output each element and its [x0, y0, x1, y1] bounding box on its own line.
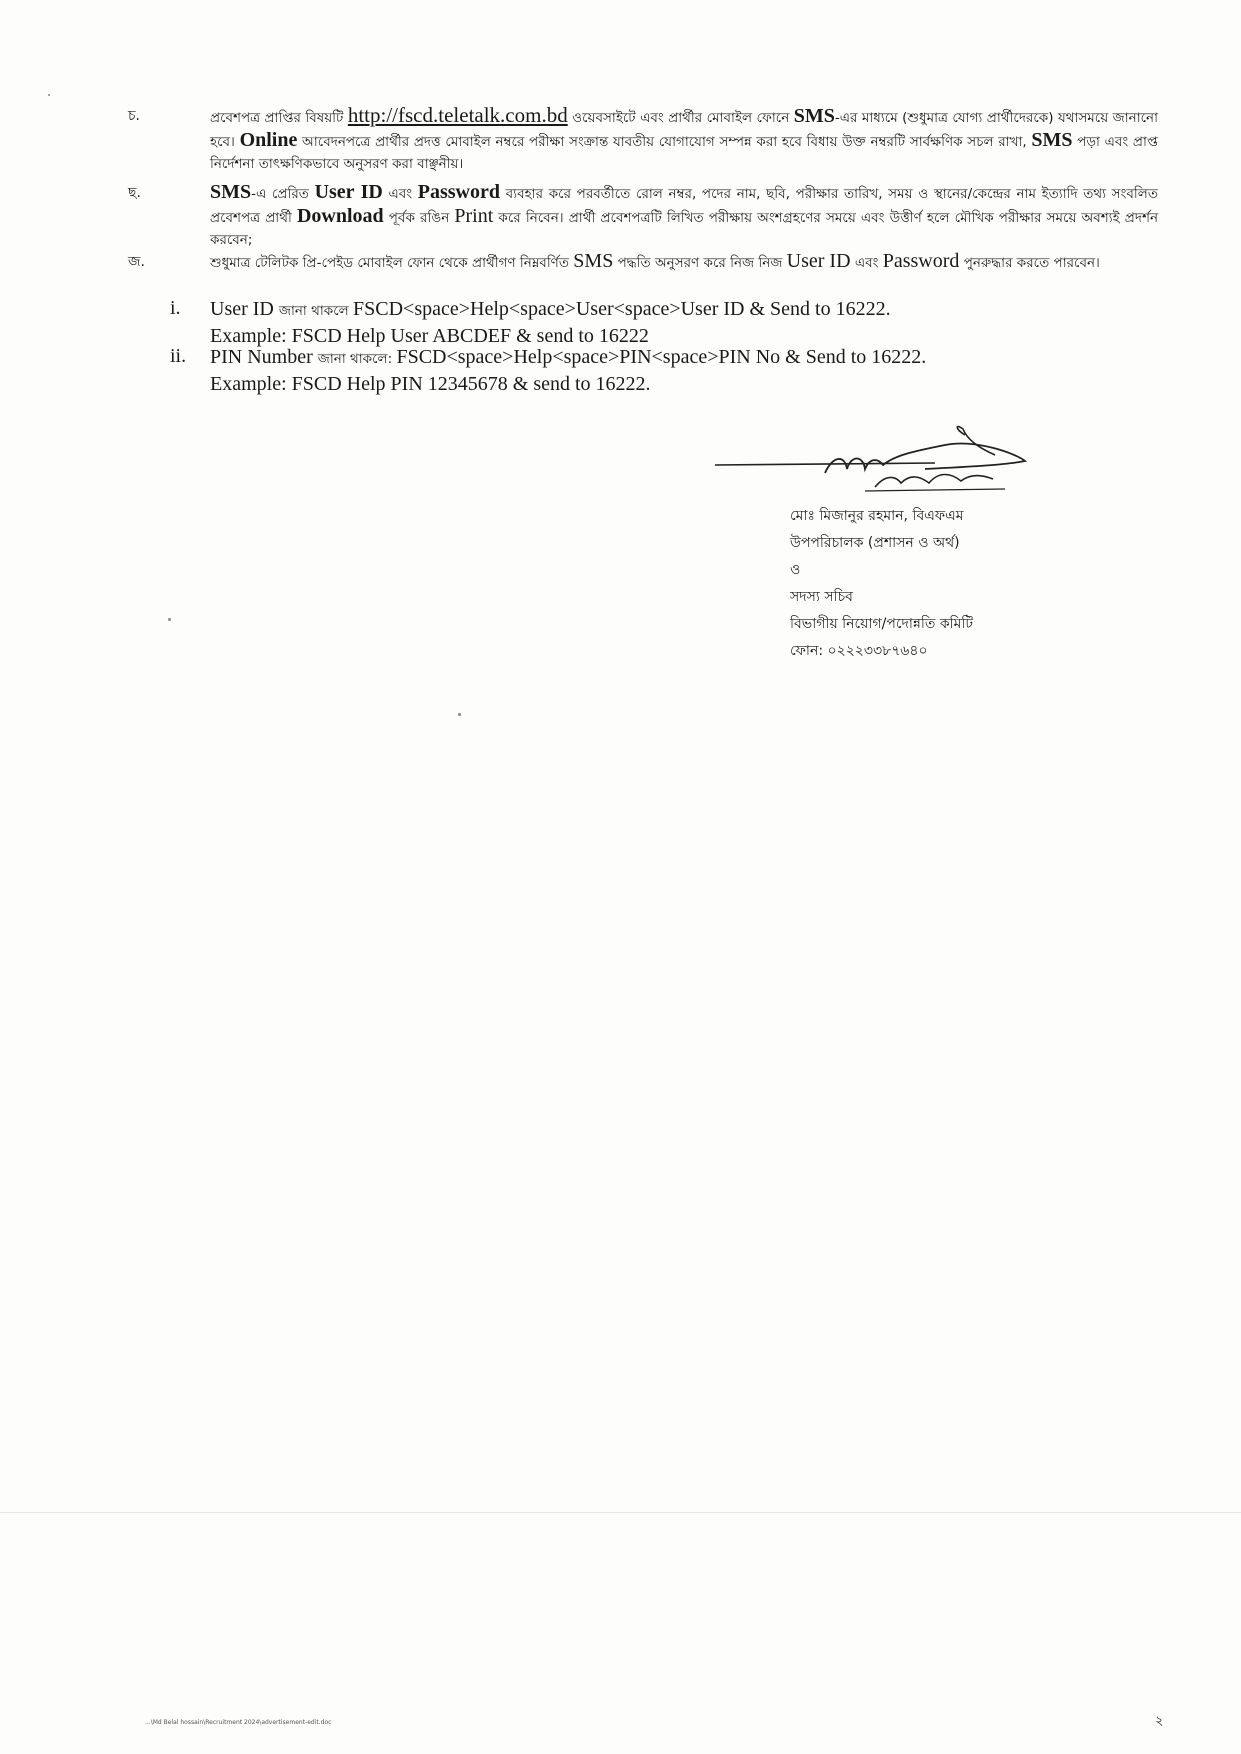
scan-speck: [48, 94, 50, 96]
instruction-item-chha: [128, 181, 1158, 251]
sub-item-number: ii.: [170, 345, 187, 367]
signatory-name: মোঃ মিজানুর রহমান, বিএফএম: [790, 508, 964, 524]
signatory-committee: বিভাগীয় নিয়োগ/পদোন্নতি কমিটি: [790, 616, 974, 632]
sub-item-example: Example: FSCD Help PIN 12345678 & send to 16222.: [210, 373, 651, 395]
signatory-phone: ফোন: ০২২২৩৩৮৭৬৪০: [790, 643, 928, 659]
handwritten-signature: [715, 425, 1035, 505]
sms-instruction-user-id: [170, 297, 1130, 349]
sms-instruction-pin: [170, 345, 1130, 397]
signatory-designation: উপপরিচালক (প্রশাসন ও অর্থ): [790, 535, 960, 551]
scan-speck: [458, 713, 461, 716]
sub-item-number: i.: [170, 297, 181, 319]
item-text: শুধুমাত্র টেলিটক প্রি-পেইড মোবাইল ফোন থেকে প্রার্থীগণ নিম্নবর্ণিত SMS পদ্ধতি অনুসরণ করে নিজ নিজ User ID এবং Password পুনরুদ্ধার করতে পারবেন।: [210, 250, 1100, 272]
item-marker: জ.: [128, 254, 145, 270]
signatory-role: সদস্য সচিব: [790, 589, 853, 605]
footer-file-path: ...\Md Belal hossain\Recruitment 2024\advertisement-edit.doc: [145, 1719, 332, 1726]
sub-item-line: PIN Number জানা থাকলে: FSCD<space>Help<space>PIN<space>PIN No & Send to 16222.: [210, 346, 927, 368]
instruction-item-cha: [128, 104, 1158, 175]
instruction-item-ja: [128, 250, 1158, 274]
page-number: ২: [1155, 1714, 1164, 1729]
item-marker: ছ.: [128, 185, 141, 201]
scan-speck: [168, 618, 171, 621]
signatory-conjunction: ও: [790, 562, 801, 578]
item-marker: চ.: [128, 108, 141, 124]
item-text: SMS-এ প্রেরিত User ID এবং Password ব্যবহার করে পরবর্তীতে রোল নম্বর, পদের নাম, ছবি, পরীক্ষার তারিখ, সময় ও স্থানের/কেন্দ্রের নাম ইত্যাদি তথ্য সংবলিত প্রবেশপত্র প্রার্থী Download পূর্বক রঙিন Print করে নিবেন। প্রার্থী প্রবেশপত্রটি লিখিত পরীক্ষায় অংশগ্রহণের সময়ে এবং উত্তীর্ণ হলে মৌখিক পরীক্ষার সময়ে অবশ্যই প্রদর্শন করবেন;: [210, 181, 1159, 248]
scan-line: [0, 1512, 1241, 1513]
sub-item-example: Example: FSCD Help User ABCDEF & send to 16222: [210, 325, 649, 347]
sub-item-line: User ID জানা থাকলে FSCD<space>Help<space>User<space>User ID & Send to 16222.: [210, 298, 891, 320]
item-text: প্রবেশপত্র প্রাপ্তির বিষয়টি http://fscd.teletalk.com.bd ওয়েবসাইটে এবং প্রার্থীর মোবাইল ফোনে SMS-এর মাধ্যমে (শুধুমাত্র যোগ্য প্রার্থীদেরকে) যথাসময়ে জানানো হবে। Online আবেদনপত্রে প্রার্থীর প্রদত্ত মোবাইল নম্বরে পরীক্ষা সংক্রান্ত যাবতীয় যোগাযোগ সম্পন্ন করা হবে বিধায় উক্ত নম্বরটি সার্বক্ষণিক সচল রাখা, SMS পড়া এবং প্রাপ্ত নির্দেশনা তাৎক্ষণিকভাবে অনুসরণ করা বাঞ্ছনীয়।: [210, 103, 1159, 172]
signatory-block: [790, 503, 1120, 665]
website-link[interactable]: http://fscd.teletalk.com.bd: [347, 103, 568, 127]
